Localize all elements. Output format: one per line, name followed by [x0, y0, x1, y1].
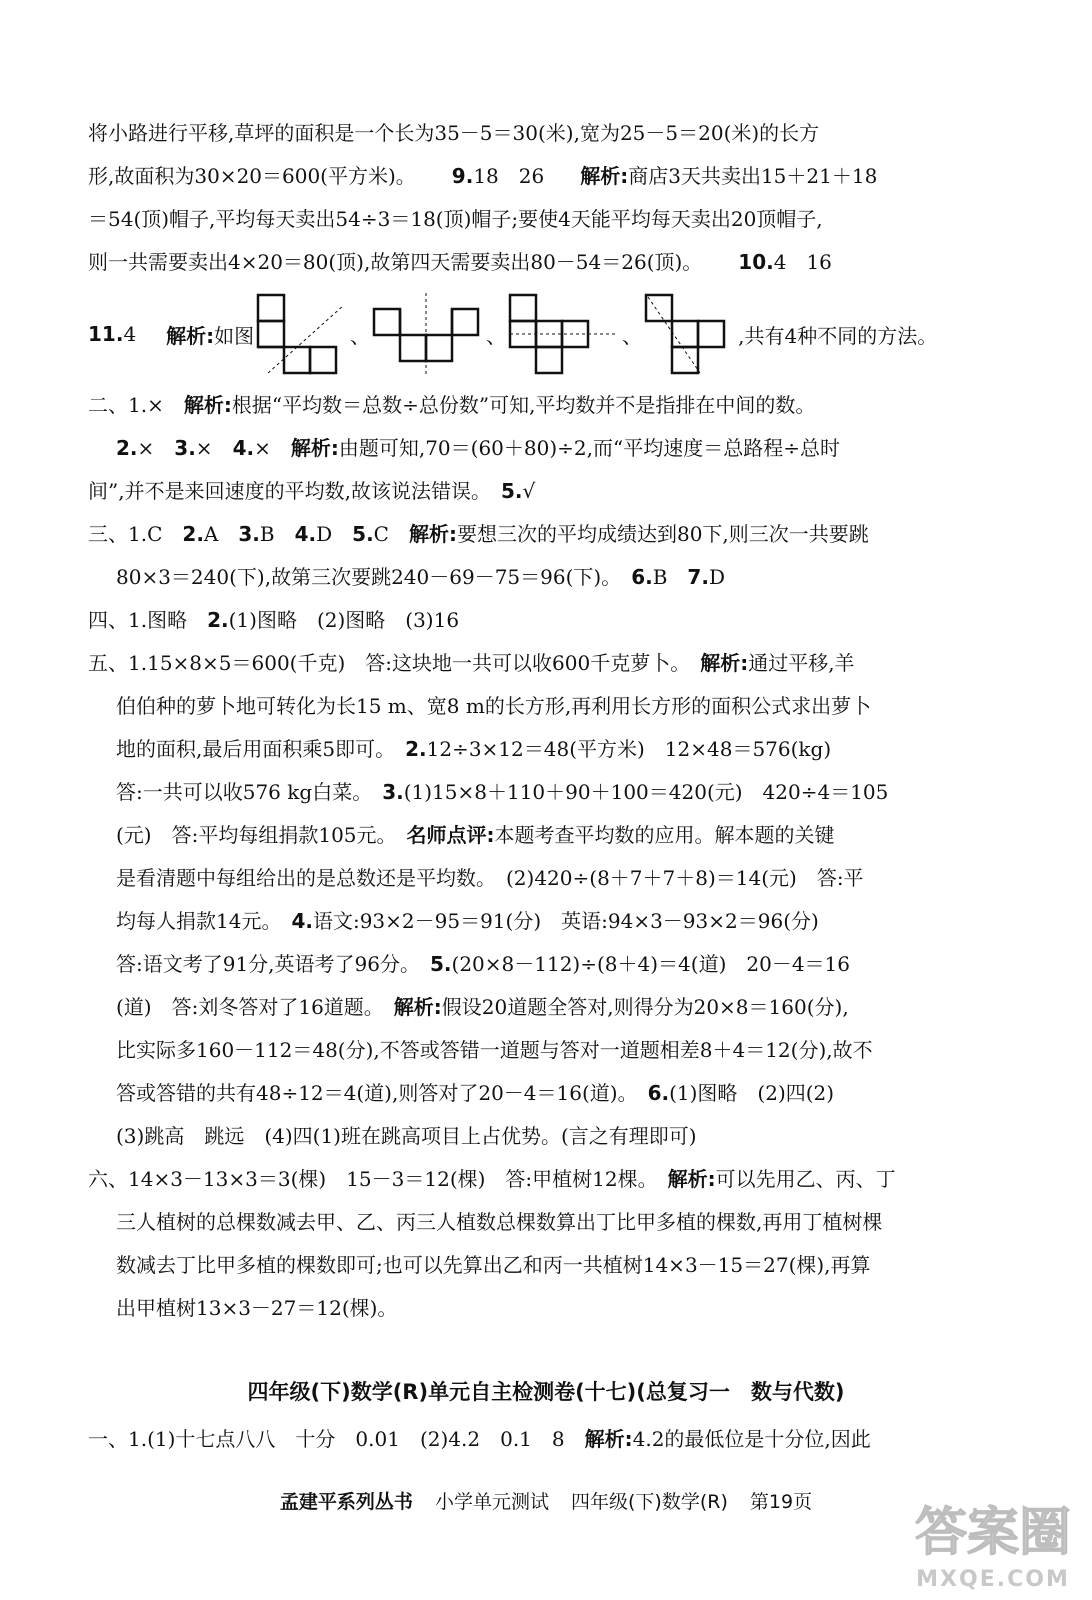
analysis-tag: 解析:: [166, 323, 215, 348]
review-tag: 名师点评:: [406, 823, 495, 847]
answer-text: 图略: [147, 608, 188, 632]
book-name: 小学单元测试: [434, 1491, 549, 1513]
answer-text: (20×8－112)÷(8＋4)＝4(道) 20－4＝16: [451, 952, 850, 976]
text-line: [88, 1115, 968, 1158]
section-head: 六、: [88, 1167, 128, 1191]
text-line: [88, 900, 968, 943]
analysis-text: 三人植树的总棵数减去甲、乙、丙三人植数总棵数算出丁比甲多植的棵数,再用丁植树棵: [116, 1210, 883, 1234]
question-number: 6.: [631, 565, 653, 589]
question-number: 9.: [451, 164, 474, 188]
answer-text: B: [652, 565, 668, 589]
answer-text: D: [316, 522, 333, 546]
review-text: 本题考查平均数的应用。解本题的关键: [494, 823, 835, 847]
analysis-text: 假设20道题全答对,则得分为20×8＝160(分),: [441, 995, 849, 1019]
text-line: [88, 556, 968, 599]
series-name: 孟建平系列丛书: [279, 1491, 413, 1513]
text-line: [88, 814, 968, 857]
analysis-text: 根据“平均数＝总数÷总份数”可知,平均数并不是指排在中间的数。: [231, 393, 816, 417]
text-line: [88, 1029, 968, 1072]
text-line: [88, 155, 968, 198]
text-line: [88, 1287, 968, 1330]
text-line: [88, 384, 968, 427]
answer-text: 18 26: [473, 164, 545, 188]
grade-label: 四年级(下)数学(R): [571, 1491, 728, 1513]
analysis-tag: 解析:: [408, 522, 457, 546]
question-number: 7.: [687, 565, 709, 589]
analysis-text: 4.2的最低位是十分位,因此: [632, 1427, 871, 1451]
analysis-text: 答或答错的共有48÷12＝4(道),则答对了20－4＝16(道)。: [116, 1081, 628, 1105]
answer-text: C: [373, 522, 389, 546]
question-number: 5.: [500, 479, 523, 503]
text-line: [88, 241, 968, 284]
analysis-text: 比实际多160－112＝48(分),不答或答错一道题与答对一道题相差8＋4＝12(分),故不: [116, 1038, 873, 1062]
analysis-text: 由题可知,70＝(60＋80)÷2,而“平均速度＝总路程÷总时: [338, 436, 840, 460]
net-diagram-3: [508, 291, 620, 377]
answer-text: 4 16: [773, 250, 832, 274]
answer-text: 4: [123, 322, 137, 346]
text-line: [88, 728, 968, 771]
answer-content: [88, 112, 968, 1330]
line-text: ＝54(顶)帽子,平均每天卖出54÷3＝18(顶)帽子;要使4天能平均每天卖出20顶帽子,: [88, 207, 823, 231]
question-number: 4.: [294, 522, 317, 546]
answer-text: B: [259, 522, 275, 546]
question-number: 3.: [382, 780, 404, 804]
section-head: 二、1.: [88, 393, 148, 417]
answer-text: ×: [254, 436, 271, 460]
analysis-text: 间”,并不是来回速度的平均数,故该说法错误。: [88, 479, 481, 503]
answer-text: C: [147, 522, 163, 546]
question-number: 6.: [647, 1081, 670, 1105]
separator: 、: [486, 323, 507, 348]
analysis-text: 出甲植树13×3－27＝12(棵)。: [116, 1296, 398, 1320]
text-line: [88, 198, 968, 241]
text-line: [88, 513, 968, 556]
title-text: 四年级(下)数学(R)单元自主检测卷(十七)(总复习一 数与代数): [247, 1380, 845, 1404]
question-number: 4.: [291, 909, 313, 933]
analysis-text: 要想三次的平均成绩达到80下,则三次一共要跳: [456, 522, 869, 546]
analysis-tag: 解析:: [393, 995, 442, 1019]
analysis-text: 伯伯种的萝卜地可转化为长15 m、宽8 m的长方形,再利用长方形的面积公式求出萝卜: [116, 694, 872, 718]
question-number: 2.: [116, 436, 138, 460]
review-text: 是看清题中每组给出的是总数还是平均数。 (2)420÷(8＋7＋7＋8)＝14(元) 答:平: [116, 866, 864, 890]
page-number: 第19页: [749, 1491, 813, 1513]
analysis-text: 地的面积,最后用面积乘5即可。: [116, 737, 386, 761]
analysis-tag: 解析:: [580, 164, 629, 188]
question-number: 4.: [232, 436, 255, 460]
answer-text: 答:一共可以收576 kg白菜。: [116, 780, 363, 804]
question-number: 5.: [352, 522, 374, 546]
section-head: 三、1.: [88, 522, 148, 546]
section-head: 五、1.: [88, 651, 148, 675]
text-line: [88, 1244, 968, 1287]
answer-text: (1)图略 (2)图略 (3)16: [228, 608, 460, 632]
section-head: 四、1.: [88, 608, 148, 632]
answer-text: A: [203, 522, 219, 546]
analysis-text: 可以先用乙、丙、丁: [715, 1167, 896, 1191]
answer-text: 语文:93×2－95＝91(分) 英语:94×3－93×2＝96(分): [312, 909, 819, 933]
text-line: [88, 857, 968, 900]
answer-text: (道) 答:刘冬答对了16道题。: [116, 995, 374, 1019]
q11-figure-row: [88, 284, 968, 384]
answer-text: (1)十七点八八 十分 0.01 (2)4.2 0.1 8: [147, 1427, 565, 1451]
question-number: 3.: [238, 522, 260, 546]
net-diagram-4: [644, 291, 736, 377]
analysis-tag: 解析:: [290, 436, 339, 460]
question-number: 10.: [738, 250, 774, 274]
text-line: [88, 771, 968, 814]
analysis-tag: 解析:: [667, 1167, 716, 1191]
analysis-text: 如图: [214, 323, 255, 348]
text-line: [88, 685, 968, 728]
text-line: [88, 943, 968, 986]
separator: 、: [350, 323, 371, 348]
section-title: [0, 1376, 1092, 1406]
line-text: 则一共需要卖出4×20＝80(顶),故第四天需要卖出80－54＝26(顶)。: [88, 250, 703, 274]
answer-text: D: [708, 565, 725, 589]
answer-text: ×: [137, 436, 155, 460]
question-number: 11.: [88, 322, 124, 346]
net-diagram-1: [256, 291, 348, 377]
answer-text: (1)15×8＋110＋90＋100＝420(元) 420÷4＝105: [403, 780, 889, 804]
watermark-text: 答案圈: [914, 1503, 1072, 1563]
answer-text: 答:语文考了91分,英语考了96分。: [116, 952, 410, 976]
analysis-text: ,共有4种不同的方法。: [738, 323, 938, 348]
text-line: [88, 642, 968, 685]
answer-text: ×: [195, 436, 213, 460]
answer-text: 15×8×5＝600(千克) 答:这块地一共可以收600千克萝卜。: [147, 651, 681, 675]
question-number: 3.: [174, 436, 196, 460]
text-line: [88, 986, 968, 1029]
answer-text: 14×3－13×3＝3(棵) 15－3＝12(棵) 答:甲植树12棵。: [128, 1167, 648, 1191]
analysis-tag: 解析:: [584, 1427, 633, 1451]
line-text: 形,故面积为30×20＝600(平方米)。: [88, 164, 416, 188]
analysis-text: 80×3＝240(下),故第三次要跳240－69－75＝96(下)。: [116, 565, 612, 589]
answer-text: 12÷3×12＝48(平方米) 12×48＝576(kg): [426, 737, 832, 761]
answer-text: (1)图略 (2)四(2): [669, 1081, 835, 1105]
answer-text: √: [522, 479, 536, 503]
answer-text: ×: [147, 393, 164, 417]
line-text: 将小路进行平移,草坪的面积是一个长为35－5＝30(米),宽为25－5＝20(米)的长方: [88, 121, 820, 145]
watermark-logo: [898, 1490, 1088, 1596]
answer-text: (元) 答:平均每组捐款105元。: [116, 823, 387, 847]
analysis-text: 商店3天共卖出15＋21＋18: [628, 164, 878, 188]
question-number: 5.: [430, 952, 452, 976]
text-line: [88, 112, 968, 155]
text-line: [88, 1072, 968, 1115]
analysis-text: 通过平移,羊: [748, 651, 855, 675]
watermark-url: MXQE.COM: [916, 1567, 1070, 1592]
text-line: [88, 1201, 968, 1244]
text-line: [88, 470, 968, 513]
answer-text: (3)跳高 跳远 (4)四(1)班在跳高项目上占优势。(言之有理即可): [116, 1124, 697, 1148]
analysis-tag: 解析:: [183, 393, 232, 417]
analysis-tag: 解析:: [700, 651, 749, 675]
text-line: [88, 599, 968, 642]
text-line: [88, 1158, 968, 1201]
separator: 、: [622, 323, 643, 348]
text-line: [88, 427, 968, 470]
question-number: 2.: [207, 608, 229, 632]
net-diagram-2: [372, 291, 484, 377]
section-head: 一、1.: [88, 1427, 148, 1451]
question-number: 2.: [182, 522, 204, 546]
answer-text: 均每人捐款14元。: [116, 909, 272, 933]
question-number: 2.: [405, 737, 427, 761]
analysis-text: 数减去丁比甲多植的棵数即可;也可以先算出乙和丙一共植树14×3－15＝27(棵),再算: [116, 1253, 871, 1277]
text-line: [88, 1418, 968, 1461]
